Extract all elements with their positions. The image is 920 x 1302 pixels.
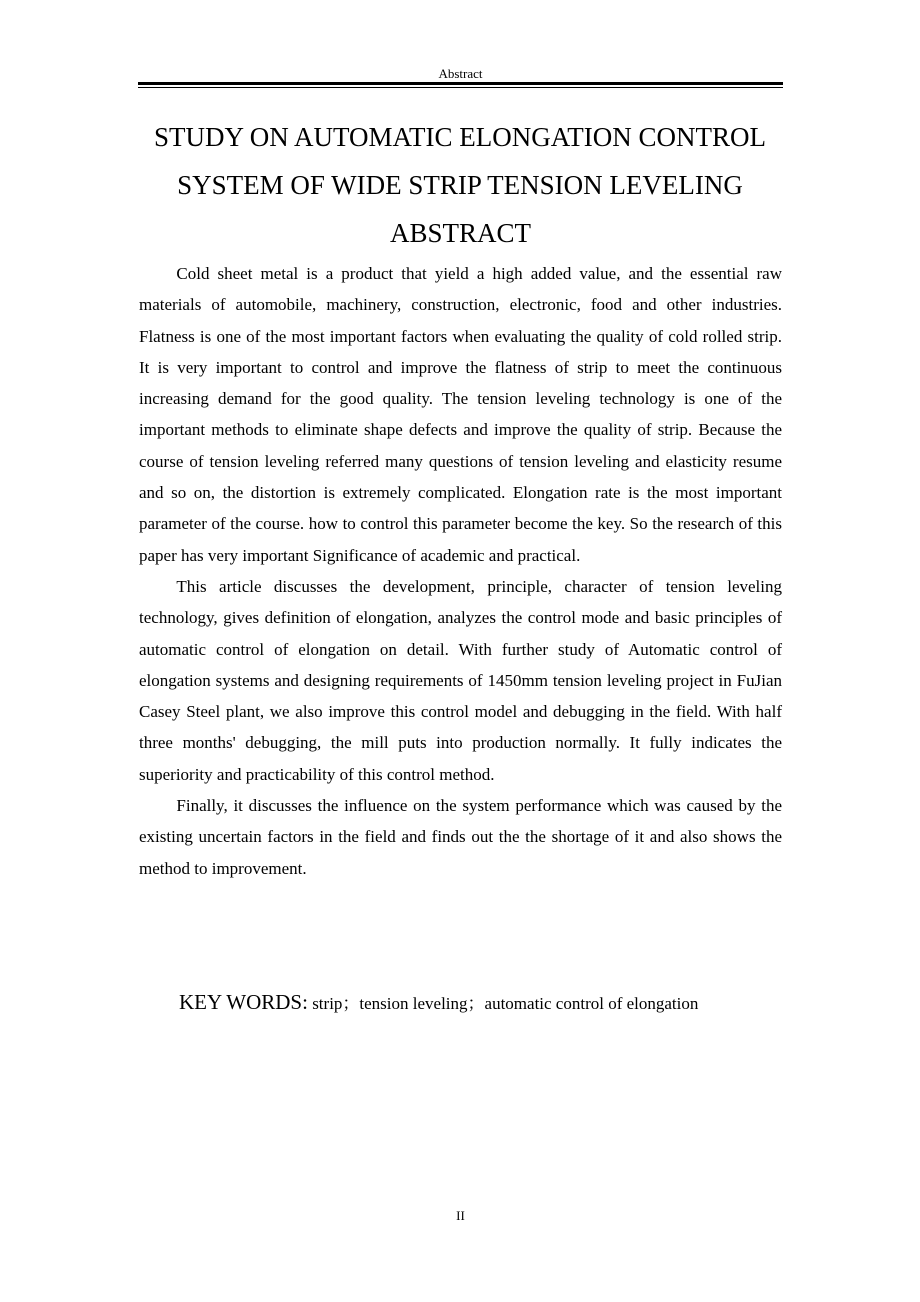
abstract-body (139, 258, 782, 884)
keywords-label: KEY WORDS: (179, 990, 308, 1014)
paper-title-line-1: STUDY ON AUTOMATIC ELONGATION CONTROL (154, 122, 766, 152)
abstract-paragraph-3: Finally, it discusses the influence on the system performance which was caused by the existing uncertain factors in the field and finds out the the shortage of it and also shows the method to improvement. (139, 796, 782, 878)
keywords-line (179, 987, 698, 1019)
header-rule-thick (138, 82, 783, 85)
header-rule-thin (138, 87, 783, 88)
keywords-text: strip；tension leveling；automatic control of elongation (307, 994, 699, 1013)
abstract-heading: ABSTRACT (389, 218, 532, 248)
abstract-paragraph-1: Cold sheet metal is a product that yield a high added value, and the essential raw materials of automobile, machinery, construction, electronic, food and other industries. Flatness is one of the most important factors when evaluating the quality of cold rolled strip. It is very important to control and improve the flatness of strip to meet the continuous increasing demand for the good quality. The tension leveling technology is one of the important methods to eliminate shape defects and improve the quality of strip. Because the course of tension leveling referred many questions of tension leveling and elasticity resume and so on, the distortion is extremely complicated. Elongation rate is the most important parameter of the course. how to control this parameter become the key. So the research of this paper has very important Significance of academic and practical. (139, 264, 782, 565)
page-number: II (456, 1208, 465, 1223)
abstract-paragraph-2: This article discusses the development, principle, character of tension leveling technology, gives definition of elongation, analyzes the control mode and basic principles of automatic control of elongation on detail. With further study of Automatic control of elongation systems and designing requirements of 1450mm tension leveling project in FuJian Casey Steel plant, we also improve this control model and debugging in the field. With half three months' debugging, the mill puts into production normally. It fully indicates the superiority and practicability of this control method. (139, 576, 782, 784)
running-header: Abstract (438, 66, 483, 81)
paper-title (110, 113, 810, 209)
paper-title-line-2: SYSTEM OF WIDE STRIP TENSION LEVELING (177, 170, 743, 200)
